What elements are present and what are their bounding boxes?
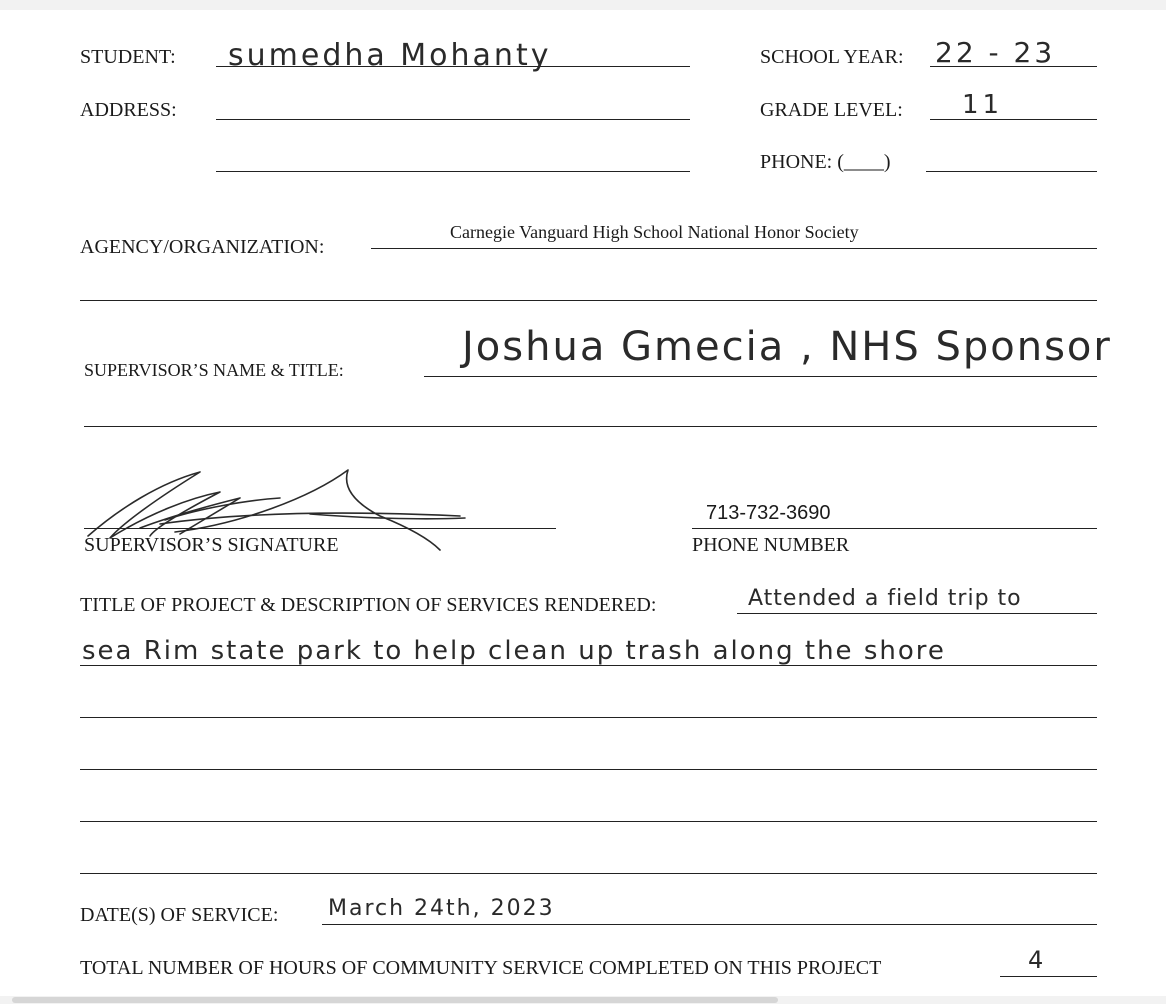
project-value-line-2: sea Rim state park to help clean up trash along the shore <box>82 636 946 666</box>
agency-label: AGENCY/ORGANIZATION: <box>80 236 325 258</box>
project-line-6 <box>80 873 1097 874</box>
project-value-line-1: Attended a field trip to <box>748 586 1022 611</box>
school-year-label: SCHOOL YEAR: <box>760 46 904 68</box>
school-year-value: 22 - 23 <box>935 36 1056 69</box>
student-name-value: sumedha Mohanty <box>228 38 552 73</box>
project-line-5 <box>80 821 1097 822</box>
hours-label: TOTAL NUMBER OF HOURS OF COMMUNITY SERVICE COMPLETED ON THIS PROJECT <box>80 957 882 979</box>
supervisor-name-label: SUPERVISOR’S NAME & TITLE: <box>84 360 344 380</box>
hours-line <box>1000 976 1097 977</box>
project-line-4 <box>80 769 1097 770</box>
dates-label: DATE(S) OF SERVICE: <box>80 904 279 926</box>
student-label: STUDENT: <box>80 46 176 68</box>
supervisor-name-line <box>424 376 1097 377</box>
address-line-2 <box>216 171 690 172</box>
signature-line <box>84 528 556 529</box>
supervisor-name-line-2 <box>84 426 1097 427</box>
service-form-page <box>0 10 1166 996</box>
supervisor-name-value: Joshua Gmecia , NHS Sponsor <box>462 324 1112 370</box>
supervisor-phone-value: 713-732-3690 <box>706 502 831 524</box>
student-phone-line <box>926 171 1097 172</box>
agency-line <box>371 248 1097 249</box>
grade-level-label: GRADE LEVEL: <box>760 99 903 121</box>
student-phone-label: PHONE: (____) <box>760 151 891 173</box>
grade-level-line <box>930 119 1097 120</box>
phone-number-label: PHONE NUMBER <box>692 534 850 556</box>
project-line-2 <box>80 665 1097 666</box>
agency-value: Carnegie Vanguard High School National Honor Society <box>450 222 859 242</box>
agency-line-2 <box>80 300 1097 301</box>
grade-level-value: 11 <box>962 90 1004 120</box>
dates-line <box>322 924 1097 925</box>
project-line-1 <box>737 613 1097 614</box>
hours-value: 4 <box>1028 946 1044 974</box>
address-line-1 <box>216 119 690 120</box>
dates-value: March 24th, 2023 <box>328 896 555 921</box>
supervisor-signature-label: SUPERVISOR’S SIGNATURE <box>84 534 339 556</box>
supervisor-phone-line <box>692 528 1097 529</box>
horizontal-scrollbar[interactable] <box>12 997 778 1003</box>
address-label: ADDRESS: <box>80 99 177 121</box>
project-line-3 <box>80 717 1097 718</box>
project-label: TITLE OF PROJECT & DESCRIPTION OF SERVICES RENDERED: <box>80 594 657 616</box>
